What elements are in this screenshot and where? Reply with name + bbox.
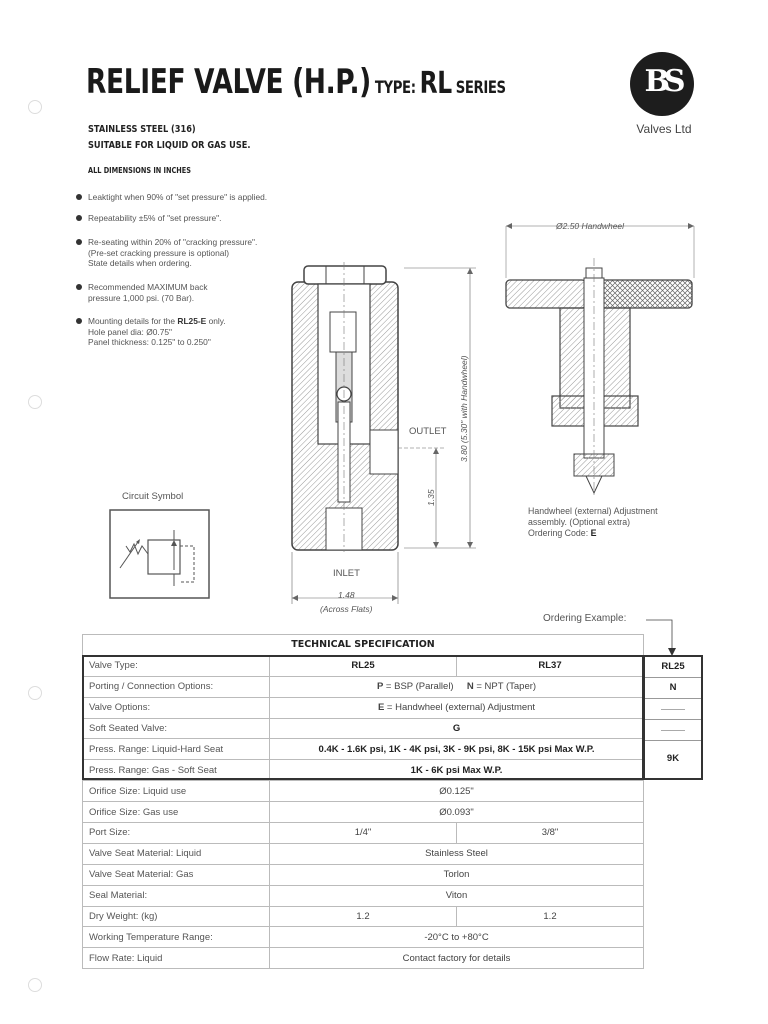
page-title <box>86 62 506 102</box>
table-title: TECHNICAL SPECIFICATION <box>83 635 644 656</box>
table-row: Orifice Size: Gas use Ø0.093" <box>83 802 644 823</box>
handwheel-diameter: Ø2.50 Handwheel <box>556 221 625 231</box>
table-row: Valve Seat Material: Gas Torlon <box>83 864 644 885</box>
inlet-label: INLET <box>333 568 360 579</box>
handwheel-assembly <box>500 218 700 498</box>
bullet-icon <box>76 284 82 290</box>
outlet-label: OUTLET <box>409 426 447 437</box>
table-row: Seal Material: Viton <box>83 885 644 906</box>
height-dimension: 3.80 (5.30" with Handwheel) <box>459 355 469 462</box>
title-main: RELIEF VALVE (H.P.) <box>86 62 371 102</box>
title-type: TYPE: <box>374 78 416 98</box>
table-row: Press. Range: Liquid-Hard Seat 0.4K - 1.6K psi, 1K - 4K psi, 3K - 9K psi, 8K - 15K psi Max W.P. <box>83 739 644 760</box>
bullet-icon <box>76 239 82 245</box>
table-row: Dry Weight: (kg) 1.2 1.2 <box>83 906 644 927</box>
material-line: STAINLESS STEEL (316) <box>88 124 196 135</box>
title-series: SERIES <box>455 78 506 98</box>
table-row: Orifice Size: Liquid use Ø0.125" <box>83 781 644 802</box>
punch-hole <box>28 686 42 700</box>
order-value-pressure: 9K <box>666 753 680 764</box>
feature-item: Repeatability ±5% of "set pressure". <box>76 213 316 224</box>
order-value-soft-seat-blank <box>661 730 685 731</box>
dimensions-note: ALL DIMENSIONS IN INCHES <box>88 166 192 175</box>
company-name: Valves Ltd <box>636 122 692 136</box>
table-row: Valve Type: RL25 RL37 <box>83 655 644 676</box>
punch-hole <box>28 978 42 992</box>
circuit-symbol-label: Circuit Symbol <box>122 491 184 502</box>
ordering-example-column <box>643 655 703 780</box>
feature-item: Leaktight when 90% of "set pressure" is applied. <box>76 192 316 203</box>
ordering-arrow-icon <box>640 616 680 658</box>
table-row: Soft Seated Valve: G <box>83 718 644 739</box>
table-row: Port Size: 1/4" 3/8" <box>83 823 644 844</box>
table-row: Press. Range: Gas - Soft Seat 1K - 6K psi Max W.P. <box>83 760 644 781</box>
logo-letters: BS <box>644 64 680 99</box>
order-value-porting: N <box>669 682 677 693</box>
bullet-icon <box>76 318 82 324</box>
feature-item: Mounting details for the RL25-E only. Hole panel dia: Ø0.75" Panel thickness: 0.125" to 0.250" <box>76 316 316 348</box>
ordering-example-label: Ordering Example: <box>543 613 627 624</box>
title-code: RL <box>419 66 452 101</box>
dimension-lines <box>286 262 486 612</box>
table-row: Valve Seat Material: Liquid Stainless Steel <box>83 843 644 864</box>
table-row: Valve Options: E = Handwheel (external) Adjustment <box>83 697 644 718</box>
order-value-valve-type: RL25 <box>661 661 685 672</box>
technical-specification-table <box>82 634 644 969</box>
dimension-1-48: 1.48 <box>338 590 355 600</box>
order-value-options-blank <box>661 709 685 710</box>
usage-line: SUITABLE FOR LIQUID OR GAS USE. <box>88 140 251 151</box>
table-row: Porting / Connection Options: P = BSP (Parallel) N = NPT (Taper) <box>83 676 644 697</box>
feature-item: Re-seating within 20% of "cracking pressure". (Pre-set cracking pressure is optional) State details when ordering. <box>76 237 316 269</box>
bullet-icon <box>76 194 82 200</box>
handwheel-note-2: assembly. (Optional extra) <box>528 517 631 527</box>
handwheel-note-3: Ordering Code: E <box>528 528 597 538</box>
handwheel-note-1: Handwheel (external) Adjustment <box>528 506 658 516</box>
dimension-1-35: 1.35 <box>426 489 436 506</box>
across-flats-label: (Across Flats) <box>320 604 373 614</box>
feature-item: Recommended MAXIMUM back pressure 1,000 psi. (70 Bar). <box>76 282 316 303</box>
table-row: Flow Rate: Liquid Contact factory for details <box>83 948 644 969</box>
table-row: Working Temperature Range: -20°C to +80°C <box>83 927 644 948</box>
punch-hole <box>28 100 42 114</box>
bullet-icon <box>76 215 82 221</box>
circuit-symbol-icon <box>108 508 212 600</box>
punch-hole <box>28 395 42 409</box>
